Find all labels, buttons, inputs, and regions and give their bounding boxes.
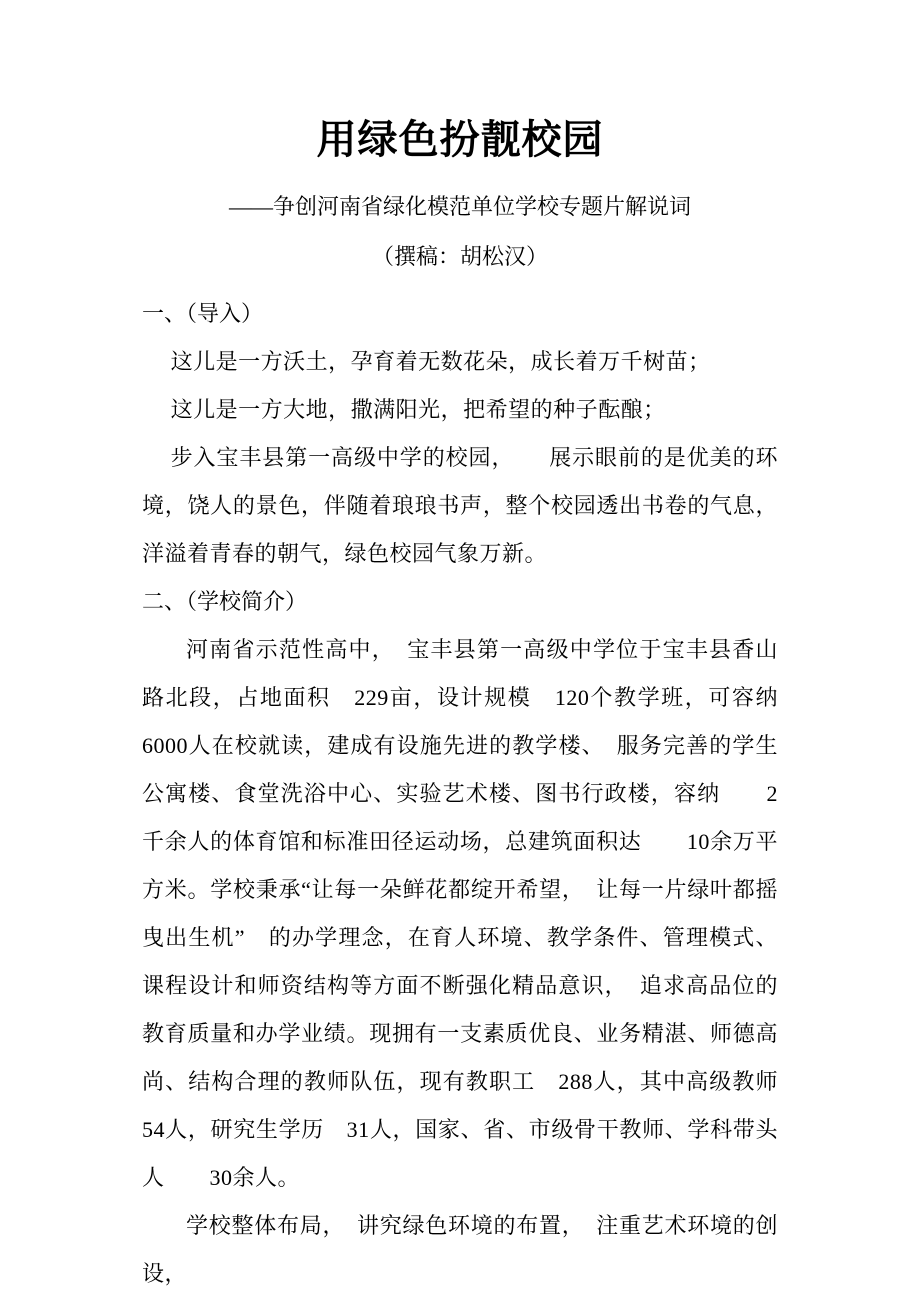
paragraph: 步入宝丰县第一高级中学的校园， 展示眼前的是优美的环境，饶人的景色，伴随着琅琅书声，整个校园透出书卷的气息，洋溢着青春的朝气，绿色校园气象万新。 — [142, 445, 778, 566]
document-title: 用绿色扮靓校园 — [316, 117, 604, 162]
document-subtitle: ——争创河南省绿化模范单位学校专题片解说词 — [228, 194, 691, 219]
document-byline: （撰稿：胡松汉） — [371, 244, 548, 269]
paragraph: 河南省示范性高中， 宝丰县第一高级中学位于宝丰县香山路北段，占地面积 229亩，设计规模 120个教学班，可容纳 6000人在校就读，建成有设施先进的教学楼、 服务完善的学生公寓楼、食堂洗浴中心、实验艺术楼、图书行政楼，容纳 2千余人的体育馆和标准田径运动场，总建筑面积达 10余万平方米。学校秉承“让每一朵鲜花都绽开希望， 让每一片绿叶都摇曳出生机” 的办学理念，在育人环境、教学条件、管理模式、课程设计和师资结构等方面不断强化精品意识， 追求高品位的教育质量和办学业绩。现拥有一支素质优良、业务精湛、师德高尚、结构合理的教师队伍，现有教职工 288人，其中高级教师 54人，研究生学历 31人，国家、省、市级骨干教师、学科带头人 30余人。 — [142, 637, 801, 1190]
section-heading-intro: 一、（导入） — [142, 301, 264, 326]
paragraph: 学校整体布局， 讲究绿色环境的布置， 注重艺术环境的创设， — [142, 1213, 778, 1286]
section-heading-school-intro: 二、（学校简介） — [142, 589, 308, 614]
paragraph: 这儿是一方大地，撒满阳光，把希望的种子酝酿； — [170, 397, 666, 422]
paragraph: 这儿是一方沃土，孕育着无数花朵，成长着万千树苗； — [170, 349, 711, 374]
